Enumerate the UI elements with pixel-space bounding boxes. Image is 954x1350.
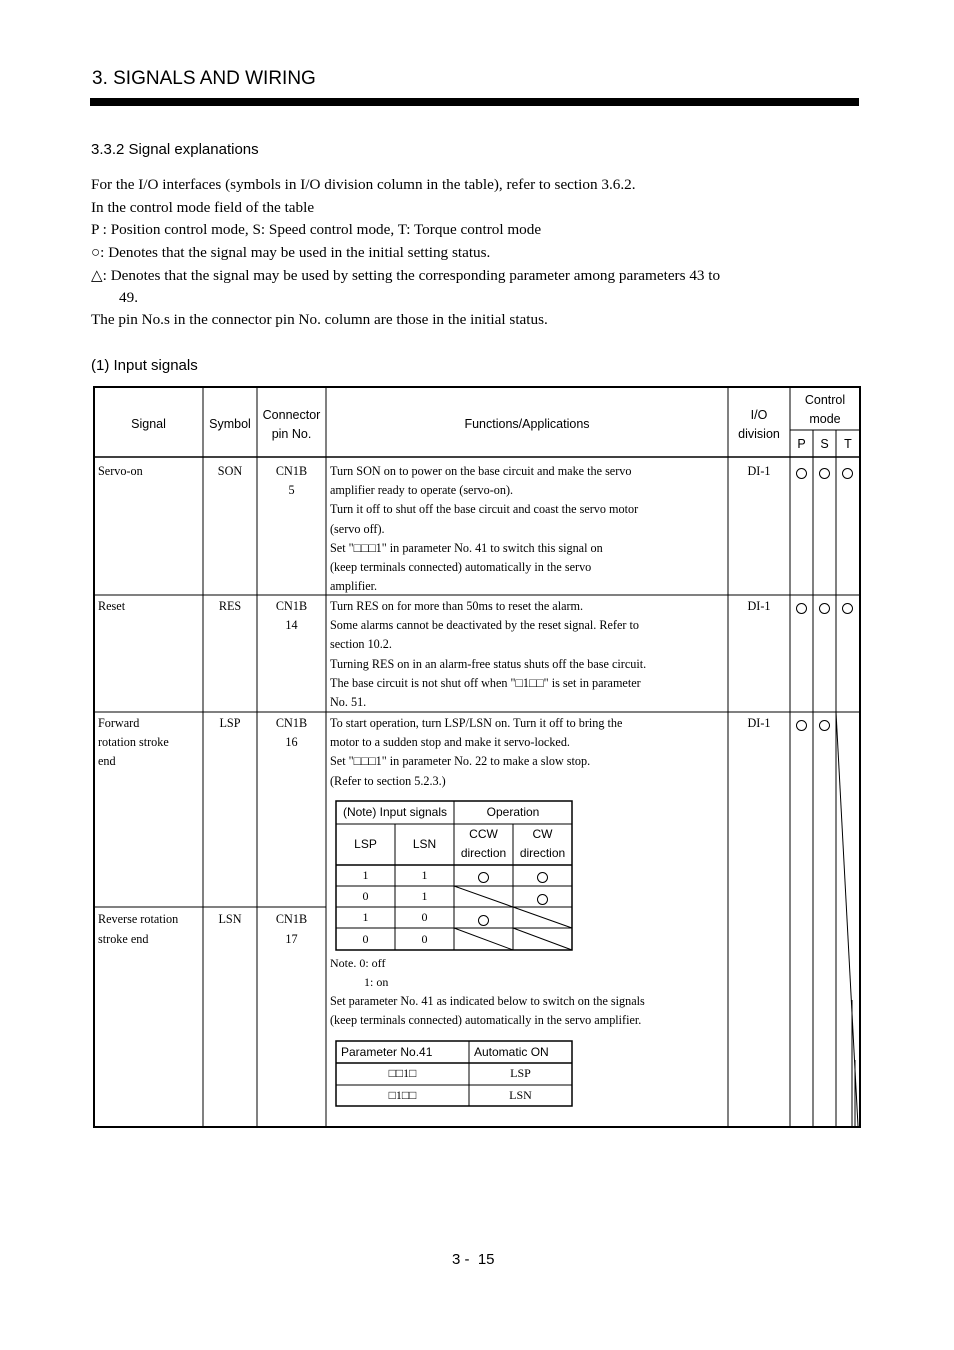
param-row1-auto: LSP bbox=[510, 1066, 531, 1080]
mode-s-circle-icon bbox=[819, 720, 830, 731]
mode-s-circle-icon bbox=[819, 603, 830, 614]
row-lsn-connector-l1: CN1B bbox=[275, 912, 308, 926]
row-servo-on-connector-l1: CN1B bbox=[275, 464, 308, 478]
stroke-row2-lsp: 0 bbox=[362, 889, 369, 903]
mode-p-circle-icon bbox=[796, 603, 807, 614]
stroke-row3-lsp: 1 bbox=[362, 910, 369, 924]
stroke-row4-lsp: 0 bbox=[362, 932, 369, 946]
function-line: amplifier. bbox=[330, 579, 378, 594]
stroke-col-lsn: LSN bbox=[412, 837, 437, 851]
function-line: Turning RES on in an alarm-free status shuts off the base circuit. bbox=[330, 656, 647, 671]
col-header-control-l2: mode bbox=[809, 412, 841, 426]
row-lsp-signal-l3: end bbox=[98, 754, 116, 768]
chapter-title: 3. SIGNALS AND WIRING bbox=[92, 68, 316, 89]
function-line: No. 51. bbox=[330, 694, 367, 709]
row-reset-symbol: RES bbox=[218, 599, 242, 613]
intro-line-6: 49. bbox=[119, 289, 138, 306]
row-servo-on-connector-l2: 5 bbox=[288, 483, 295, 497]
auto-on-text-l2: (keep terminals connected) automatically in the servo amplifier. bbox=[330, 1013, 642, 1027]
col-header-signal: Signal bbox=[131, 417, 166, 431]
row-servo-on-symbol: SON bbox=[217, 464, 243, 478]
function-line: Some alarms cannot be deactivated by the reset signal. Refer to bbox=[330, 618, 639, 633]
intro-line-2: In the control mode field of the table bbox=[91, 199, 315, 216]
stroke-row4-lsn: 0 bbox=[421, 932, 428, 946]
stroke-col-ccw-l1: CCW bbox=[469, 827, 498, 841]
function-line: Set "□□□1" in parameter No. 41 to switch this signal on bbox=[330, 540, 603, 555]
mode-p-circle-icon bbox=[796, 720, 807, 731]
row-lsn-symbol: LSN bbox=[218, 912, 242, 926]
col-header-io-l1: I/O bbox=[750, 408, 768, 422]
ccw-enabled-circle-icon bbox=[478, 915, 489, 926]
intro-line-5: △: Denotes that the signal may be used by setting the corresponding parameter among parameters 43 to bbox=[91, 267, 721, 284]
stroke-col-cw-l1: CW bbox=[532, 827, 553, 841]
row-lsn-signal-l1: Reverse rotation bbox=[98, 912, 179, 926]
mode-t-circle-icon bbox=[842, 468, 853, 479]
function-line: motor to a sudden stop and make it servo-locked. bbox=[330, 735, 570, 750]
note-line-2: 1: on bbox=[364, 975, 389, 989]
intro-line-7: The pin No.s in the connector pin No. column are those in the initial status. bbox=[91, 311, 548, 328]
stroke-row1-lsp: 1 bbox=[362, 868, 369, 882]
function-line: The base circuit is not shut off when "□1□□" is set in parameter bbox=[330, 675, 641, 690]
row-lsp-functions bbox=[330, 714, 622, 791]
row-lsp-signal-l1: Forward bbox=[98, 716, 140, 730]
param-row2-auto: LSN bbox=[509, 1088, 532, 1102]
param-row2-value: □1□□ bbox=[388, 1088, 417, 1102]
stroke-row1-lsn: 1 bbox=[421, 868, 428, 882]
mode-t-circle-icon bbox=[842, 603, 853, 614]
intro-line-4: ○: Denotes that the signal may be used in the initial setting status. bbox=[91, 244, 491, 261]
row-reset-signal: Reset bbox=[98, 599, 126, 613]
function-line: section 10.2. bbox=[330, 637, 392, 652]
row-reset-connector-l2: 14 bbox=[285, 618, 298, 632]
mode-p-circle-icon bbox=[796, 468, 807, 479]
row-lsp-connector-l1: CN1B bbox=[275, 716, 308, 730]
stroke-row2-lsn: 1 bbox=[421, 889, 428, 903]
row-reset-functions bbox=[330, 597, 646, 712]
param-row1-value: □□1□ bbox=[388, 1066, 417, 1080]
auto-on-text-l1: Set parameter No. 41 as indicated below to switch on the signals bbox=[330, 994, 645, 1008]
stroke-header-operation: Operation bbox=[486, 805, 540, 819]
mode-s-circle-icon bbox=[819, 468, 830, 479]
ccw-enabled-circle-icon bbox=[478, 872, 489, 883]
col-header-connector-l1: Connector bbox=[262, 408, 321, 422]
row-reset-connector-l1: CN1B bbox=[275, 599, 308, 613]
row-lsp-io: DI-1 bbox=[747, 716, 771, 730]
col-header-io-l2: division bbox=[738, 427, 780, 441]
stroke-col-lsp: LSP bbox=[354, 837, 377, 851]
intro-line-3: P : Position control mode, S: Speed control mode, T: Torque control mode bbox=[91, 221, 542, 238]
intro-line-1: For the I/O interfaces (symbols in I/O division column in the table), refer to section 3.6.2. bbox=[91, 176, 636, 193]
subsection-title: (1) Input signals bbox=[91, 357, 198, 374]
col-header-connector-l2: pin No. bbox=[271, 427, 312, 441]
section-title: 3.3.2 Signal explanations bbox=[91, 141, 259, 158]
col-header-control-l1: Control bbox=[804, 393, 846, 407]
stroke-header-inputs: (Note) Input signals bbox=[342, 805, 448, 819]
function-line: (servo off). bbox=[330, 521, 385, 536]
param-header-param: Parameter No.41 bbox=[341, 1045, 433, 1059]
stroke-col-ccw-l2: direction bbox=[460, 846, 507, 860]
row-lsn-connector-l2: 17 bbox=[285, 932, 298, 946]
function-line: To start operation, turn LSP/LSN on. Turn it off to bring the bbox=[330, 716, 623, 730]
row-reset-io: DI-1 bbox=[747, 599, 771, 613]
row-lsp-symbol: LSP bbox=[219, 716, 241, 730]
function-line: (Refer to section 5.2.3.) bbox=[330, 773, 446, 788]
row-servo-on-functions bbox=[330, 462, 638, 596]
row-servo-on-signal: Servo-on bbox=[98, 464, 143, 478]
param-header-auto: Automatic ON bbox=[474, 1045, 549, 1059]
row-lsp-signal-l2: rotation stroke bbox=[98, 735, 169, 749]
stroke-col-cw-l2: direction bbox=[519, 846, 566, 860]
note-line-1: Note. 0: off bbox=[330, 956, 386, 970]
col-header-functions: Functions/Applications bbox=[464, 417, 590, 431]
col-header-p: P bbox=[797, 437, 806, 451]
function-line: (keep terminals connected) automatically in the servo bbox=[330, 559, 592, 574]
function-line: Turn SON on to power on the base circuit and make the servo bbox=[330, 464, 632, 478]
cw-enabled-circle-icon bbox=[537, 872, 548, 883]
col-header-symbol: Symbol bbox=[209, 417, 251, 431]
row-lsn-signal-l2: stroke end bbox=[98, 932, 149, 946]
function-line: amplifier ready to operate (servo-on). bbox=[330, 483, 514, 498]
page-number: 3 - 15 bbox=[452, 1251, 495, 1268]
cw-enabled-circle-icon bbox=[537, 894, 548, 905]
function-line: Turn it off to shut off the base circuit and coast the servo motor bbox=[330, 502, 639, 517]
row-lsp-connector-l2: 16 bbox=[285, 735, 298, 749]
col-header-s: S bbox=[820, 437, 829, 451]
function-line: Set "□□□1" in parameter No. 22 to make a slow stop. bbox=[330, 754, 591, 769]
stroke-row3-lsn: 0 bbox=[421, 910, 428, 924]
col-header-t: T bbox=[844, 437, 852, 451]
function-line: Turn RES on for more than 50ms to reset the alarm. bbox=[330, 599, 584, 613]
row-servo-on-io: DI-1 bbox=[747, 464, 771, 478]
